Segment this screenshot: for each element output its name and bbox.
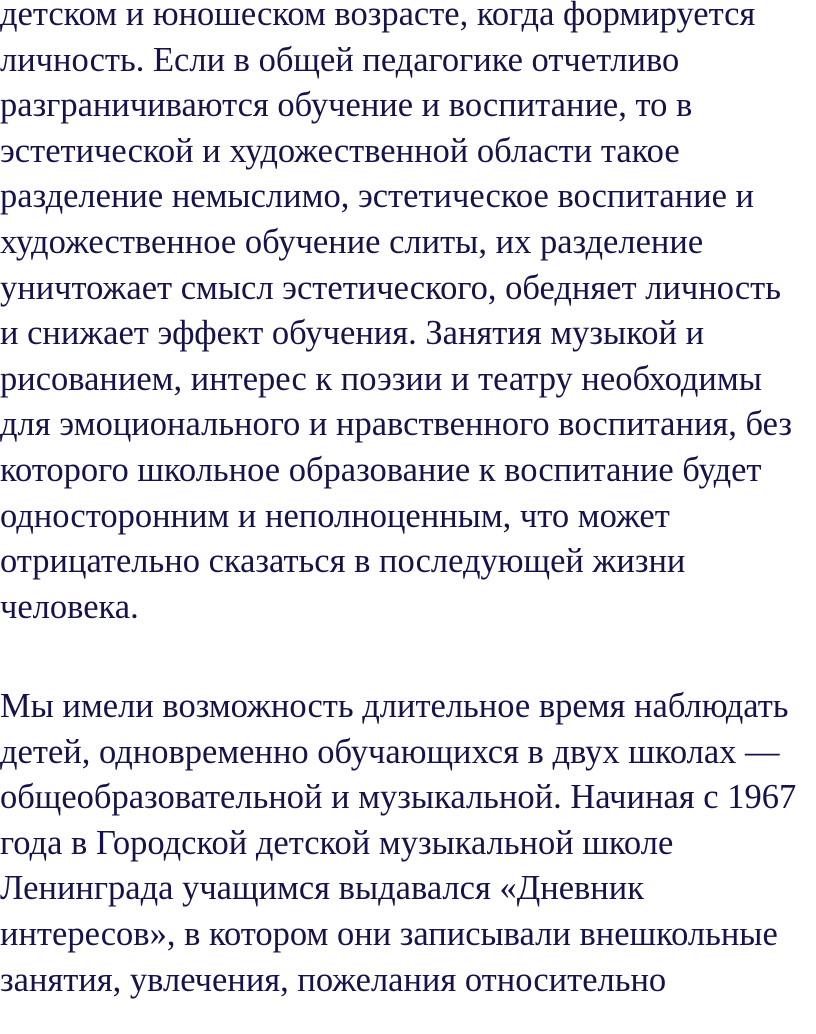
text-line: личность. Если в общей педагогике отчетливо — [0, 40, 680, 79]
text-line: которого школьное образование к воспитание будет — [0, 450, 762, 489]
text-line: разграничиваются обучение и воспитание, то в — [0, 86, 693, 125]
text-line: человека. — [0, 587, 139, 626]
text-line: односторонним и неполноценным, что может — [0, 496, 670, 535]
paragraph-2 — [0, 684, 796, 1003]
text-line: Ленинграда учащимся выдавался «Дневник — [0, 869, 644, 908]
text-line: разделение немыслимо, эстетическое воспитание и — [0, 177, 754, 216]
text-line: и снижает эффект обучения. Занятия музыкой и — [0, 314, 705, 353]
text-line: года в Городской детской музыкальной школе — [0, 823, 674, 862]
text-line: эстетической и художественной области такое — [0, 131, 680, 170]
text-line: рисованием, интерес к поэзии и театру необходимы — [0, 359, 762, 398]
text-line: общеобразовательной и музыкальной. Начиная с 1967 — [0, 778, 797, 817]
text-line: занятия, увлечения, пожелания относительно — [0, 960, 667, 999]
text-line: уничтожает смысл эстетического, обедняет личность — [0, 268, 781, 307]
text-line: детском и юношеском возрасте, когда формируется — [0, 0, 756, 33]
text-line: Мы имели возможность длительное время наблюдать — [0, 687, 789, 725]
text-line: отрицательно сказаться в последующей жизни — [0, 542, 686, 581]
text-line: художественное обучение слиты, их разделение — [0, 222, 704, 261]
text-line: для эмоционального и нравственного воспитания, без — [0, 405, 792, 444]
text-line: интересов», в котором они записывали внешкольные — [0, 914, 778, 953]
text-line: детей, одновременно обучающихся в двух школах — — [0, 732, 780, 771]
